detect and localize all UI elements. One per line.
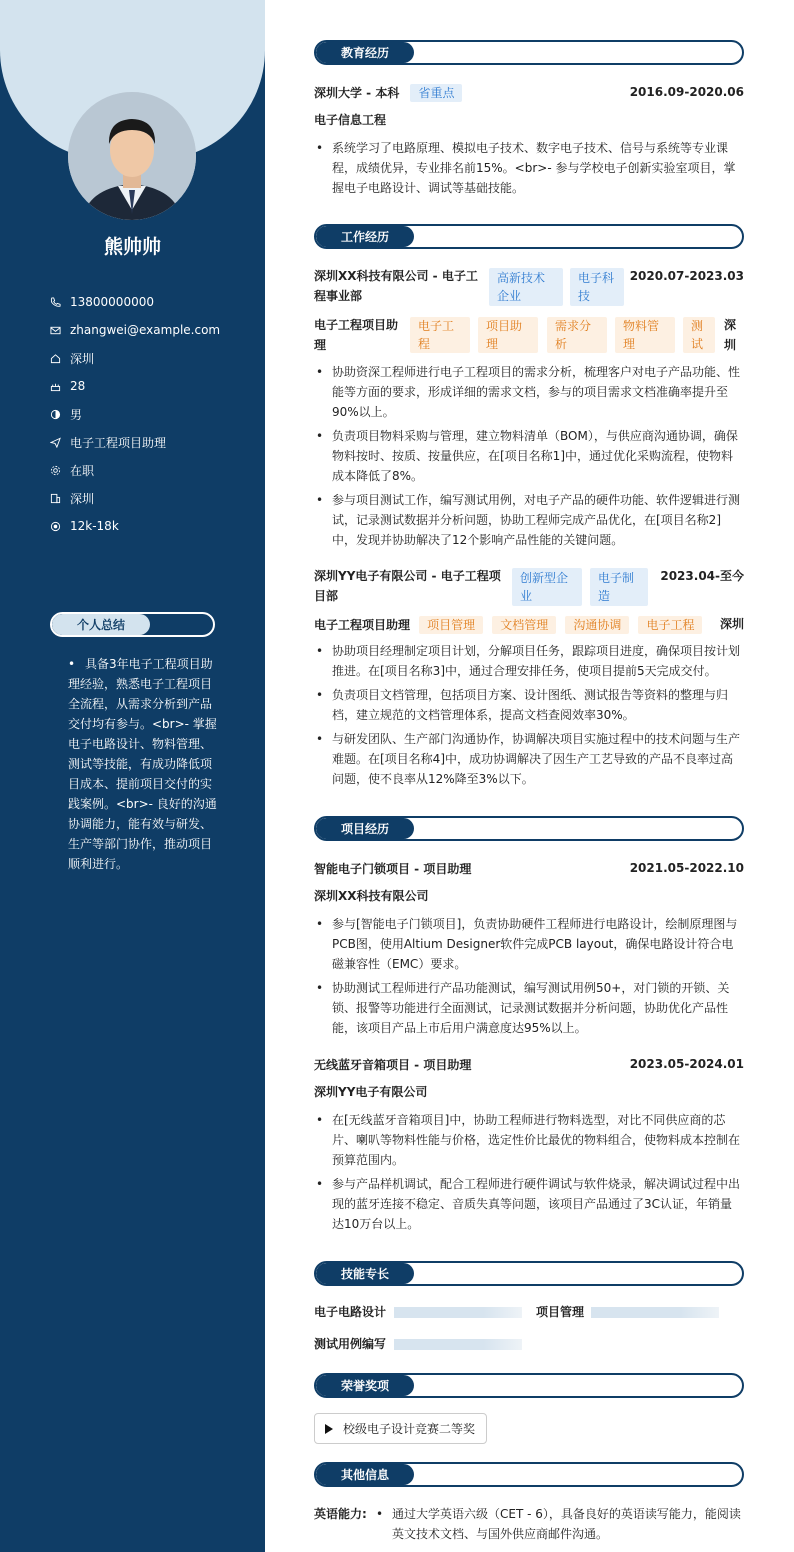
summary-title-label: 个人总结 <box>52 614 150 635</box>
skills-section-title <box>314 1261 744 1286</box>
job-1-city-l2: 圳 <box>723 338 736 352</box>
phone-icon <box>50 297 70 308</box>
job-1-skill-4 <box>615 317 675 353</box>
job-1-bullet-2: • 负责项目物料采购与管理，建立物料清单（BOM），与供应商沟通协调，确保物料按时、按质、按量供应，在[项目名称1]中，通过优化采购流程，使物料成本降低了8%。 <box>314 426 744 486</box>
job-1-date: 2020.07-2023.03 <box>629 269 744 283</box>
project-2-date: 2023.05-2024.01 <box>629 1057 744 1071</box>
job-1-skill-2 <box>478 317 538 353</box>
summary-text <box>68 654 218 874</box>
job-1-tag-2-l1: 电子科 <box>578 271 615 285</box>
job-1-skill-2-l2: 理 <box>486 337 499 351</box>
work-title-label: 工作经历 <box>316 226 414 247</box>
job-2-skill-4: 电子工程 <box>638 616 702 634</box>
skill-2-label: 项目管理 <box>536 1305 585 1319</box>
bullet-dot: • <box>68 657 76 671</box>
skills-title-label: 技能专长 <box>316 1263 414 1284</box>
education-header <box>314 82 744 102</box>
cake-icon <box>50 381 70 392</box>
project-1-name: 智能电子门锁项目 - 项目助理 <box>314 862 472 876</box>
info-phone <box>50 288 250 316</box>
job-2-role: 电子工程项目助理 <box>314 618 411 632</box>
job-1-role-l1: 电子工程项目助 <box>314 318 399 332</box>
project-1-company: 深圳XX科技有限公司 <box>314 889 429 903</box>
project-2-company: 深圳YY电子有限公司 <box>314 1085 428 1099</box>
skill-3-label: 测试用例编写 <box>314 1337 387 1351</box>
job-1-city <box>724 315 736 355</box>
info-salary <box>50 512 250 540</box>
age-value: 28 <box>70 379 86 393</box>
candidate-name: 熊帅帅 <box>103 236 161 258</box>
info-location <box>50 344 250 372</box>
job-2-tag-1-l2: 业 <box>520 589 533 603</box>
job-2-city: 深圳 <box>719 617 744 631</box>
job-2-bullet-3: • 与研发团队、生产部门沟通协作，协调解决项目实施过程中的技术问题与生产难题。在[项目名称4]中，成功协调解决了因生产工艺导致的产品不良率过高问题，使不良率从12%降至3%以下。 <box>314 729 744 789</box>
project-1-bullet-1: • 参与[智能电子门锁项目]，负责协助硬件工程师进行电路设计，绘制原理图与PCB图，使用Altium Designer软件完成PCB layout，确保电路设计符合电磁兼容性（EMC）要求。 <box>314 914 744 974</box>
job-1-skill-1-l1: 电子工 <box>418 319 455 333</box>
salary-value: 12k-18k <box>70 519 119 533</box>
info-gender <box>50 400 250 428</box>
honors-title-label: 荣誉奖项 <box>316 1375 414 1396</box>
job-1-role-row <box>314 315 744 355</box>
summary-content: 具备3年电子工程项目助理经验，熟悉电子工程项目全流程，从需求分析到产品交付均有参与。<br>- 掌握电子电路设计、物料管理、测试等技能，有成功降低项目成本、提前项目交付的实践案例。<br>- 良好的沟通协调能力，能有效与研发、生产等部门协作，推动项目顺利进行。 <box>68 657 217 871</box>
projects-section-title <box>314 816 744 841</box>
job-1-skill-4-l1: 物料管 <box>623 319 660 333</box>
job-2-skill-2: 文档管理 <box>492 616 556 634</box>
job-2-company <box>314 566 506 606</box>
home-icon <box>50 353 70 364</box>
job-1-header <box>314 266 744 306</box>
gender-value: 男 <box>70 407 83 422</box>
award-label: 校级电子设计竞赛二等奖 <box>343 1422 476 1436</box>
coin-icon <box>50 521 70 532</box>
city-value: 深圳 <box>70 491 95 506</box>
email-value: zhangwei@example.com <box>70 323 221 337</box>
job-1-skill-1-l2: 程 <box>418 337 431 351</box>
job-2-bullet-2: • 负责项目文档管理，包括项目方案、设计图纸、测试报告等资料的整理与归档，建立规范的文档管理体系，提高文档查阅效率30%。 <box>314 685 744 725</box>
other-title-label: 其他信息 <box>316 1464 414 1485</box>
position-value: 电子工程项目助理 <box>70 435 167 450</box>
job-2-skill-1: 项目管理 <box>419 616 483 634</box>
job-1-skill-3-l1: 需求分 <box>555 319 592 333</box>
job-2-tag-1 <box>512 568 582 606</box>
skill-2-bar <box>591 1307 719 1318</box>
job-1-tag-1-l1: 高新技术 <box>497 271 546 285</box>
mail-icon <box>50 325 70 336</box>
info-position <box>50 428 250 456</box>
project-1-date: 2021.05-2022.10 <box>629 861 744 875</box>
projects-title-label: 项目经历 <box>316 818 414 839</box>
job-1-skill-3-l2: 析 <box>555 337 568 351</box>
project-1-header <box>314 858 744 878</box>
gear-icon <box>50 465 70 476</box>
job-1-tag-2-l2: 技 <box>578 289 591 303</box>
job-1-bullet-3: • 参与项目测试工作，编写测试用例，对电子产品的硬件功能、软件逻辑进行测试，记录测试数据并分析问题，协助工程师完成产品优化，在[项目名称2]中，发现并协助解决了12个影响产品性能的关键问题。 <box>314 490 744 550</box>
info-email <box>50 316 250 344</box>
job-1-skill-1 <box>410 317 470 353</box>
education-section-title <box>314 40 744 65</box>
award-item[interactable] <box>314 1413 487 1444</box>
location-value: 深圳 <box>70 351 95 366</box>
school-name: 深圳大学 - 本科 <box>314 86 400 100</box>
skill-1-label: 电子电路设计 <box>314 1305 387 1319</box>
contact-info <box>50 288 250 540</box>
job-1-bullet-1: • 协助资深工程师进行电子工程项目的需求分析，梳理客户对电子产品功能、性能等方面的要求，形成详细的需求文档，参与的项目需求文档准确率提升至90%以上。 <box>314 362 744 422</box>
building-icon <box>50 493 70 504</box>
phone-value: 13800000000 <box>70 295 154 309</box>
info-city <box>50 484 250 512</box>
job-1-tag-1-l2: 企业 <box>497 289 522 303</box>
avatar <box>68 92 196 220</box>
job-1-company-line2: 程事业部 <box>314 289 363 303</box>
education-title-label: 教育经历 <box>316 42 414 63</box>
job-2-role-row <box>314 614 744 634</box>
status-value: 在职 <box>70 463 95 478</box>
job-2-bullet-1: • 协助项目经理制定项目计划，分解项目任务，跟踪项目进度，确保项目按计划推进。在[项目名称3]中，通过合理安排任务，使项目提前5天完成交付。 <box>314 641 744 681</box>
job-1-company <box>314 266 482 306</box>
job-2-skill-3: 沟通协调 <box>565 616 629 634</box>
job-2-header <box>314 566 744 606</box>
job-1-skill-5-l2: 试 <box>691 337 704 351</box>
job-1-tag-1 <box>489 268 563 306</box>
job-2-tag-1-l1: 创新型企 <box>520 571 569 585</box>
other-section-title <box>314 1462 744 1487</box>
job-1-role-l2: 理 <box>314 338 327 352</box>
skill-3-bar <box>394 1339 522 1350</box>
english-desc: • 通过大学英语六级（CET - 6），具备良好的英语读写能力，能阅读英文技术文档、与国外供应商邮件沟通。 <box>374 1504 744 1544</box>
job-2-tag-2-l1: 电子制 <box>598 571 635 585</box>
job-1-skill-5-l1: 测 <box>691 319 704 333</box>
job-1-skill-3 <box>547 317 607 353</box>
job-2-company-l2: 目部 <box>314 589 339 603</box>
gender-icon <box>50 409 70 420</box>
sidebar <box>0 0 265 1552</box>
project-2-bullet-1: • 在[无线蓝牙音箱项目]中，协助工程师进行物料选型，对比不同供应商的芯片、喇叭等物料性能与价格，选定性价比最优的物料组合，使物料成本控制在预算范围内。 <box>314 1110 744 1170</box>
job-1-company-line1: 深圳XX科技有限公司 - 电子工 <box>314 269 478 283</box>
send-icon <box>50 437 70 448</box>
school-tag: 省重点 <box>410 84 462 102</box>
education-date: 2016.09-2020.06 <box>629 85 744 99</box>
summary-section-title <box>50 612 215 637</box>
job-2-tag-2-l2: 造 <box>598 589 611 603</box>
english-label: 英语能力: <box>314 1507 367 1521</box>
skill-1-bar <box>394 1307 522 1318</box>
job-1-role <box>314 315 406 355</box>
job-1-skill-4-l2: 理 <box>623 337 636 351</box>
info-age <box>50 372 250 400</box>
job-1-skill-2-l1: 项目助 <box>486 319 523 333</box>
job-1-city-l1: 深 <box>723 318 736 332</box>
info-status <box>50 456 250 484</box>
education-desc: • 系统学习了电路原理、模拟电子技术、数字电子技术、信号与系统等专业课程，成绩优异，专业排名前15%。<br>- 参与学校电子创新实验室项目，掌握电子电路设计、调试等基础技能。 <box>314 138 744 198</box>
project-2-name: 无线蓝牙音箱项目 - 项目助理 <box>314 1058 472 1072</box>
honors-section-title <box>314 1373 744 1398</box>
work-section-title <box>314 224 744 249</box>
job-1-tag-2 <box>570 268 624 306</box>
job-2-company-l1: 深圳YY电子有限公司 - 电子工程项 <box>314 569 501 583</box>
job-1-skill-5 <box>683 317 715 353</box>
play-triangle-icon <box>325 1424 333 1434</box>
job-2-tag-2 <box>590 568 648 606</box>
job-2-date: 2023.04-至今 <box>660 569 744 583</box>
project-1-bullet-2: • 协助测试工程师进行产品功能测试，编写测试用例50+，对门锁的开锁、关锁、报警等功能进行全面测试，记录测试数据并分析问题，协助优化产品性能，该项目产品上市后用户满意度达95%以上。 <box>314 978 744 1038</box>
project-2-bullet-2: • 参与产品样机调试，配合工程师进行硬件调试与软件烧录，解决调试过程中出现的蓝牙连接不稳定、音质失真等问题，该项目产品通过了3C认证，年销量达10万台以上。 <box>314 1174 744 1234</box>
education-major: 电子信息工程 <box>314 113 387 127</box>
avatar-photo-icon <box>68 92 196 220</box>
project-2-header <box>314 1054 744 1074</box>
